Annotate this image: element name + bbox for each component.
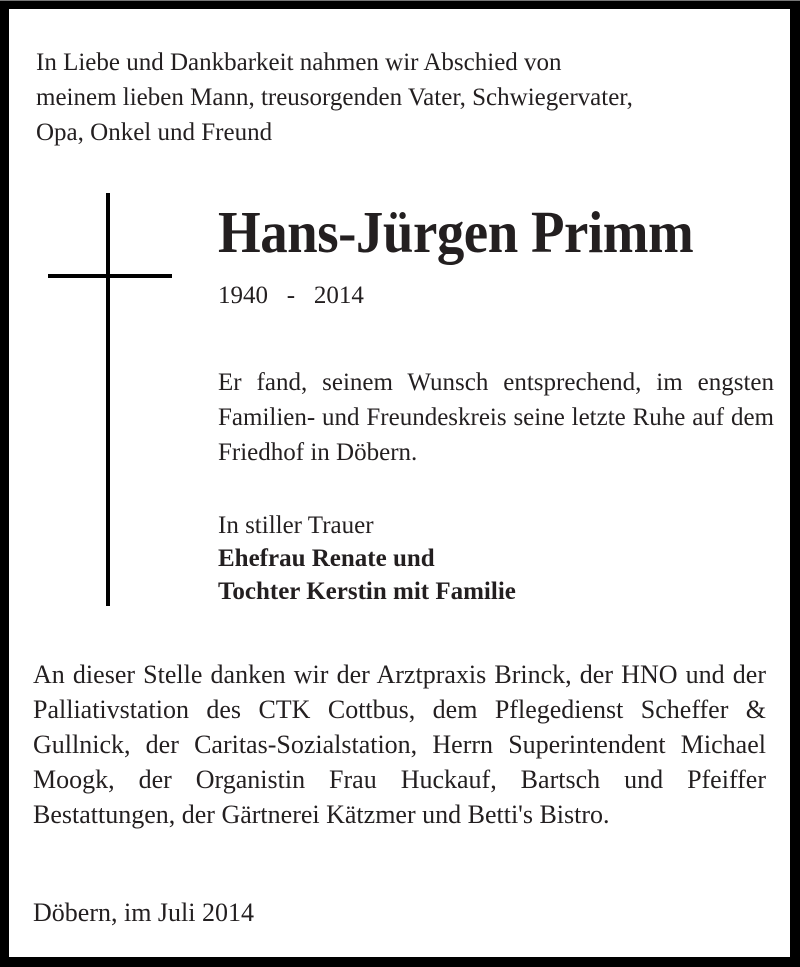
intro-line: In Liebe und Dankbarkeit nahmen wir Abschied von [36,49,562,76]
thanks-text: An dieser Stelle danken wir der Arztpraxis Brinck, der HNO und der Palliativstation des CTK Cottbus, dem Pflegedienst Scheffer & Gullnick, der Caritas-Sozialstation, Herrn Superintendent Michael Moogk, der Organistin Frau Huckauf, Bartsch und Pfeiffer Bestattungen, der Gärtnerei Kätzmer und Betti's Bistro. [33,660,766,829]
life-years: 1940 - 2014 [218,282,364,309]
obituary-notice [9,9,790,957]
top-edge-line [0,0,800,1]
intro-line: meinem lieben Mann, treusorgenden Vater, Schwiegervater, [36,84,633,111]
cross-horizontal-bar [48,274,172,278]
mourner-line: Ehefrau Renate und [218,545,435,572]
mourning-intro: In stiller Trauer [218,512,374,539]
intro-line: Opa, Onkel und Freund [36,119,273,146]
place-date: Döbern, im Juli 2014 [33,898,254,927]
mourners-block [218,509,778,608]
cross-vertical-bar [106,193,110,606]
mourner-line: Tochter Kerstin mit Familie [218,578,516,605]
burial-text: Er fand, seinem Wunsch entsprechend, im engsten Familien- und Freundeskreis seine letzte Ruhe auf dem Friedhof in Döbern. [218,369,774,466]
deceased-name: Hans-Jürgen Primm [218,199,694,265]
intro-text [36,45,776,150]
